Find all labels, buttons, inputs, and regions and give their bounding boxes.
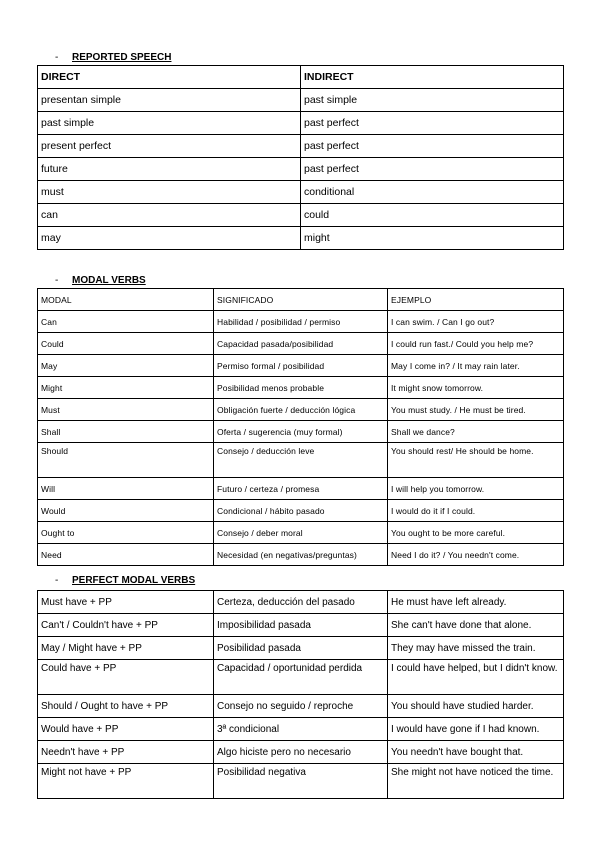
table-cell: Should / Ought to have + PP bbox=[38, 695, 214, 718]
table-row bbox=[38, 478, 564, 500]
table-cell: Capacidad pasada/posibilidad bbox=[214, 333, 388, 355]
table-cell: Certeza, deducción del pasado bbox=[214, 591, 388, 614]
modal-verbs-title: MODAL VERBS bbox=[72, 275, 146, 286]
header-direct: DIRECT bbox=[38, 66, 301, 89]
table-cell: Algo hiciste pero no necesario bbox=[214, 741, 388, 764]
table-cell: You ought to be more careful. bbox=[388, 522, 564, 544]
perfect-modal-verbs-heading: - PERFECT MODAL VERBS bbox=[55, 575, 196, 586]
table-header-row bbox=[38, 66, 564, 89]
table-cell: Must have + PP bbox=[38, 591, 214, 614]
table-row bbox=[38, 181, 564, 204]
table-cell: can bbox=[38, 204, 301, 227]
table-cell: presentan simple bbox=[38, 89, 301, 112]
header-significado: SIGNIFICADO bbox=[214, 289, 388, 311]
table-cell: Capacidad / oportunidad perdida bbox=[214, 660, 388, 695]
reported-speech-heading: - REPORTED SPEECH bbox=[55, 52, 172, 63]
table-cell: I would do it if I could. bbox=[388, 500, 564, 522]
table-cell: May / Might have + PP bbox=[38, 637, 214, 660]
table-cell: Shall we dance? bbox=[388, 421, 564, 443]
table-header-row bbox=[38, 289, 564, 311]
table-cell: 3ª condicional bbox=[214, 718, 388, 741]
perfect-modal-verbs-section bbox=[37, 590, 563, 799]
table-row bbox=[38, 522, 564, 544]
table-cell: past perfect bbox=[301, 112, 564, 135]
table-cell: Posibilidad negativa bbox=[214, 764, 388, 799]
table-cell: Would have + PP bbox=[38, 718, 214, 741]
table-cell: I would have gone if I had known. bbox=[388, 718, 564, 741]
table-cell: She can't have done that alone. bbox=[388, 614, 564, 637]
table-cell: present perfect bbox=[38, 135, 301, 158]
table-cell: past perfect bbox=[301, 158, 564, 181]
table-cell: Obligación fuerte / deducción lógica bbox=[214, 399, 388, 421]
table-cell: Can bbox=[38, 311, 214, 333]
table-cell: conditional bbox=[301, 181, 564, 204]
modal-verbs-section bbox=[37, 288, 563, 566]
table-cell: Will bbox=[38, 478, 214, 500]
table-cell: Might bbox=[38, 377, 214, 399]
table-cell: past perfect bbox=[301, 135, 564, 158]
table-cell: Can't / Couldn't have + PP bbox=[38, 614, 214, 637]
table-cell: Necesidad (en negativas/preguntas) bbox=[214, 544, 388, 566]
table-row bbox=[38, 500, 564, 522]
table-cell: I can swim. / Can I go out? bbox=[388, 311, 564, 333]
table-cell: Posibilidad menos probable bbox=[214, 377, 388, 399]
table-row bbox=[38, 443, 564, 478]
table-row bbox=[38, 741, 564, 764]
table-cell: Consejo / deber moral bbox=[214, 522, 388, 544]
table-row bbox=[38, 112, 564, 135]
table-cell: past simple bbox=[301, 89, 564, 112]
table-row bbox=[38, 695, 564, 718]
table-cell: Habilidad / posibilidad / permiso bbox=[214, 311, 388, 333]
table-cell: Would bbox=[38, 500, 214, 522]
table-cell: Should bbox=[38, 443, 214, 478]
table-cell: I could have helped, but I didn't know. bbox=[388, 660, 564, 695]
table-cell: Need bbox=[38, 544, 214, 566]
table-row bbox=[38, 377, 564, 399]
table-cell: You needn't have bought that. bbox=[388, 741, 564, 764]
table-cell: Posibilidad pasada bbox=[214, 637, 388, 660]
table-cell: Futuro / certeza / promesa bbox=[214, 478, 388, 500]
perfect-modal-verbs-table bbox=[37, 590, 564, 799]
table-cell: Needn't have + PP bbox=[38, 741, 214, 764]
table-row bbox=[38, 355, 564, 377]
table-cell: Could have + PP bbox=[38, 660, 214, 695]
table-cell: Consejo / deducción leve bbox=[214, 443, 388, 478]
table-row bbox=[38, 764, 564, 799]
table-cell: Ought to bbox=[38, 522, 214, 544]
table-cell: future bbox=[38, 158, 301, 181]
table-cell: Shall bbox=[38, 421, 214, 443]
table-cell: Might not have + PP bbox=[38, 764, 214, 799]
table-cell: could bbox=[301, 204, 564, 227]
header-ejemplo: EJEMPLO bbox=[388, 289, 564, 311]
table-row bbox=[38, 227, 564, 250]
table-cell: I will help you tomorrow. bbox=[388, 478, 564, 500]
table-row bbox=[38, 89, 564, 112]
table-cell: You should rest/ He should be home. bbox=[388, 443, 564, 478]
table-cell: I could run fast./ Could you help me? bbox=[388, 333, 564, 355]
table-row bbox=[38, 135, 564, 158]
table-cell: She might not have noticed the time. bbox=[388, 764, 564, 799]
table-row bbox=[38, 637, 564, 660]
header-indirect: INDIRECT bbox=[301, 66, 564, 89]
table-row bbox=[38, 660, 564, 695]
table-cell: They may have missed the train. bbox=[388, 637, 564, 660]
reported-speech-title: REPORTED SPEECH bbox=[72, 52, 172, 63]
table-cell: Consejo no seguido / reproche bbox=[214, 695, 388, 718]
modal-verbs-table bbox=[37, 288, 564, 566]
table-cell: Imposibilidad pasada bbox=[214, 614, 388, 637]
table-cell: must bbox=[38, 181, 301, 204]
table-row bbox=[38, 311, 564, 333]
table-cell: past simple bbox=[38, 112, 301, 135]
table-cell: might bbox=[301, 227, 564, 250]
table-row bbox=[38, 158, 564, 181]
reported-speech-section bbox=[37, 65, 563, 250]
table-cell: He must have left already. bbox=[388, 591, 564, 614]
table-cell: You should have studied harder. bbox=[388, 695, 564, 718]
reported-speech-table bbox=[37, 65, 564, 250]
table-cell: Must bbox=[38, 399, 214, 421]
header-modal: MODAL bbox=[38, 289, 214, 311]
table-cell: Condicional / hábito pasado bbox=[214, 500, 388, 522]
table-row bbox=[38, 614, 564, 637]
table-row bbox=[38, 204, 564, 227]
table-cell: It might snow tomorrow. bbox=[388, 377, 564, 399]
table-row bbox=[38, 399, 564, 421]
table-cell: Could bbox=[38, 333, 214, 355]
table-row bbox=[38, 544, 564, 566]
table-row bbox=[38, 718, 564, 741]
table-row bbox=[38, 333, 564, 355]
table-cell: Permiso formal / posibilidad bbox=[214, 355, 388, 377]
table-cell: may bbox=[38, 227, 301, 250]
table-cell: May I come in? / It may rain later. bbox=[388, 355, 564, 377]
table-cell: Oferta / sugerencia (muy formal) bbox=[214, 421, 388, 443]
table-cell: You must study. / He must be tired. bbox=[388, 399, 564, 421]
table-cell: May bbox=[38, 355, 214, 377]
table-row bbox=[38, 591, 564, 614]
table-cell: Need I do it? / You needn't come. bbox=[388, 544, 564, 566]
modal-verbs-heading: - MODAL VERBS bbox=[55, 275, 146, 286]
perfect-modal-verbs-title: PERFECT MODAL VERBS bbox=[72, 575, 196, 586]
table-row bbox=[38, 421, 564, 443]
